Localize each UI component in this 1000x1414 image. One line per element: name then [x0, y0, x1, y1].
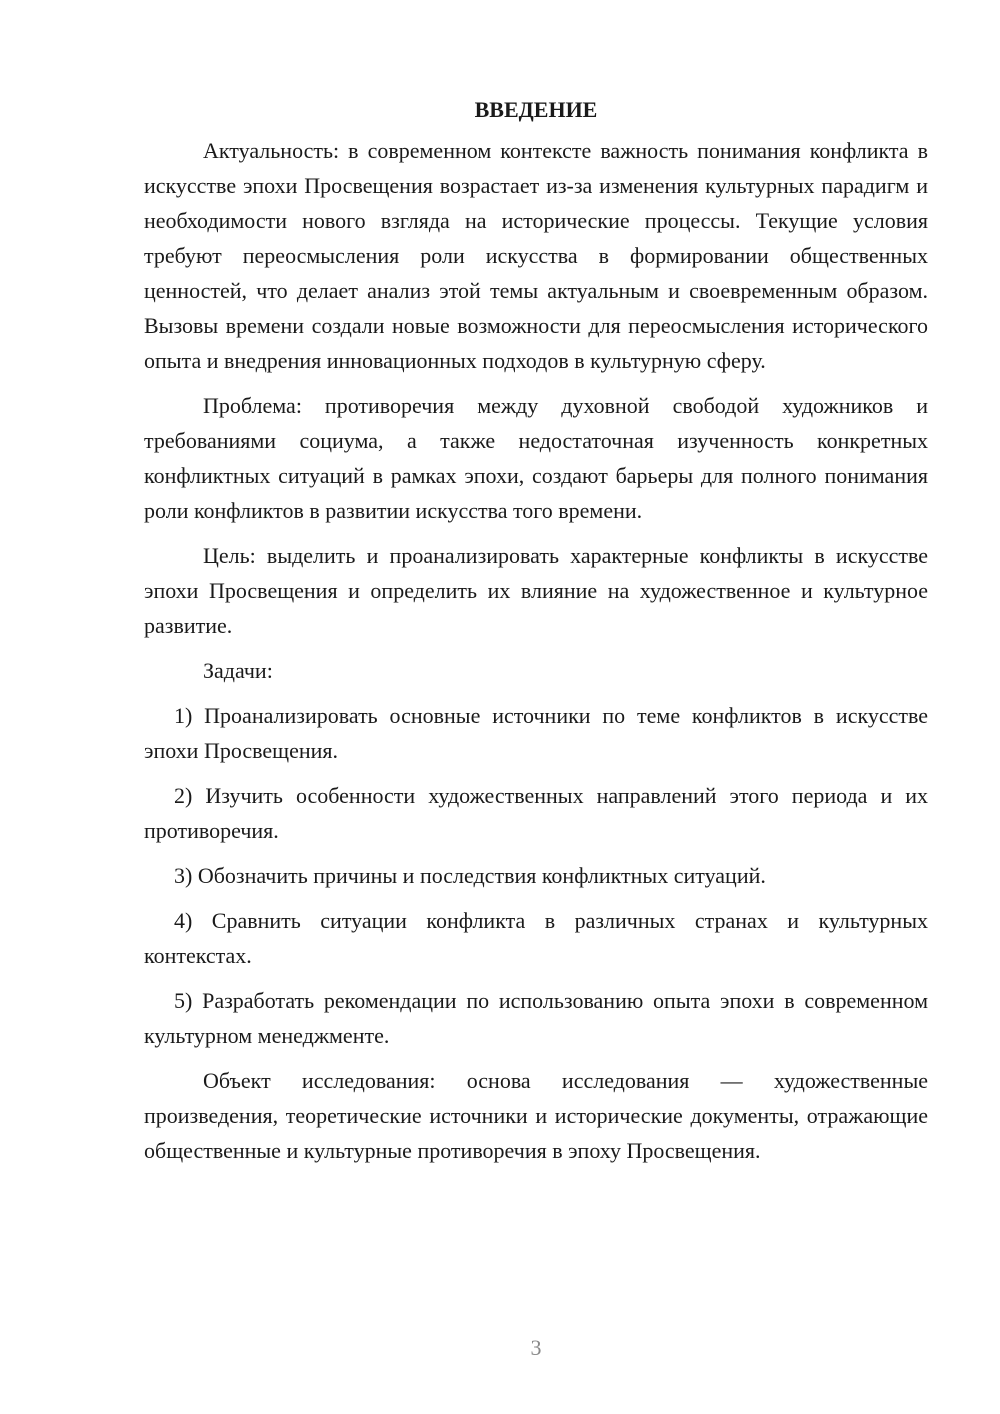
task-item-5: 5) Разработать рекомендации по использованию опыта эпохи в современном культурном менеджменте.: [144, 988, 928, 1048]
problem-paragraph: Проблема: противоречия между духовной свободой художников и требованиями социума, а также недостаточная изученность конкретных конфликтных ситуаций в рамках эпохи, создают барьеры для полного понимания роли конфликтов в развитии искусства того времени.: [144, 393, 928, 523]
page-body: [144, 92, 928, 1178]
goal-paragraph: Цель: выделить и проанализировать характерные конфликты в искусстве эпохи Просвещения и определить их влияние на художественное и культурное развитие.: [144, 543, 928, 638]
object-paragraph: Объект исследования: основа исследования — художественные произведения, теоретические источники и исторические документы, отражающие общественные и культурные противоречия в эпоху Просвещения.: [144, 1068, 928, 1163]
task-item-1: 1) Проанализировать основные источники по теме конфликтов в искусстве эпохи Просвещения.: [144, 703, 928, 763]
relevance-paragraph: Актуальность: в современном контексте важность понимания конфликта в искусстве эпохи Просвещения возрастает из-за изменения культурных парадигм и необходимости нового взгляда на исторические процессы. Текущие условия требуют переосмысления роли искусства в формировании общественных ценностей, что делает анализ этой темы актуальным и своевременным образом. Вызовы времени создали новые возможности для переосмысления исторического опыта и внедрения инновационных подходов в культурную сферу.: [144, 138, 928, 373]
task-item-3: 3) Обозначить причины и последствия конфликтных ситуаций.: [174, 863, 766, 888]
tasks-label: Задачи:: [203, 658, 273, 683]
section-heading: ВВЕДЕНИЕ: [474, 97, 598, 122]
task-item-4: 4) Сравнить ситуации конфликта в различных странах и культурных контекстах.: [144, 908, 928, 968]
task-item-2: 2) Изучить особенности художественных направлений этого периода и их противоречия.: [144, 783, 928, 843]
page-number: 3: [530, 1335, 542, 1360]
